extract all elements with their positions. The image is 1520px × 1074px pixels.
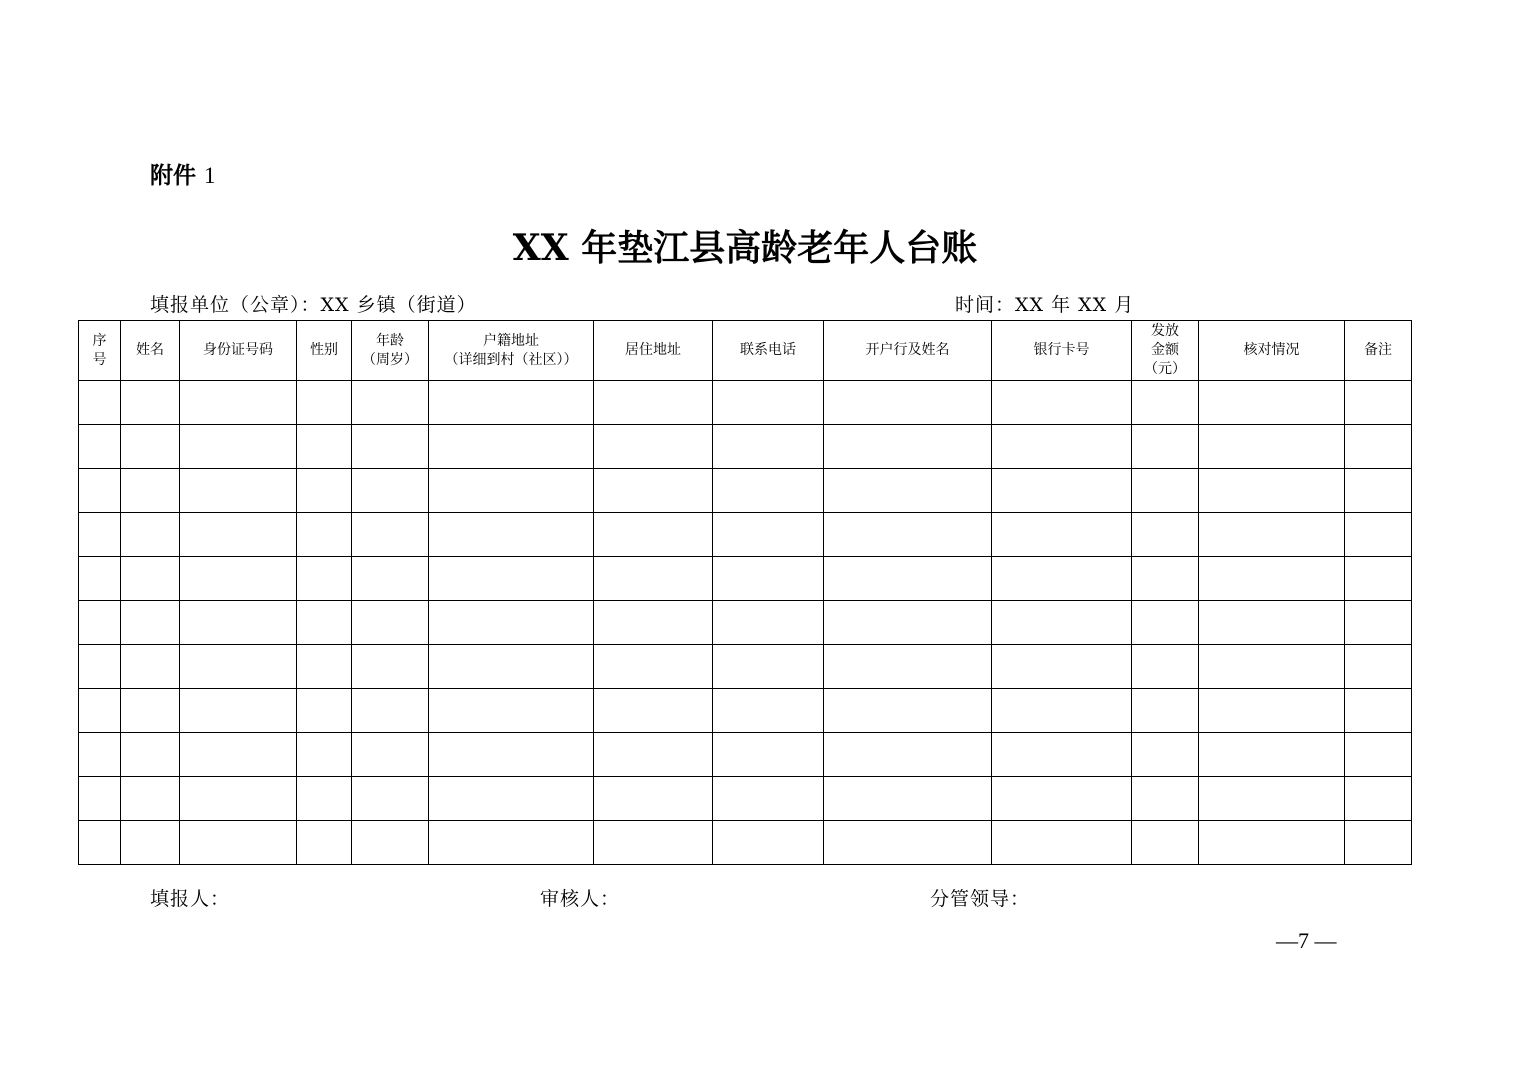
table-cell[interactable] (824, 381, 992, 425)
table-cell[interactable] (429, 425, 594, 469)
table-cell[interactable] (992, 513, 1132, 557)
table-cell[interactable] (121, 425, 180, 469)
table-cell[interactable] (824, 469, 992, 513)
table-cell[interactable] (1345, 777, 1412, 821)
table-cell[interactable] (79, 821, 121, 865)
table-cell[interactable] (992, 601, 1132, 645)
table-row (79, 645, 1412, 689)
table-cell[interactable] (824, 733, 992, 777)
table-cell[interactable] (79, 689, 121, 733)
table-cell[interactable] (429, 381, 594, 425)
table-cell[interactable] (180, 689, 297, 733)
column-header: 银行卡号 (992, 321, 1132, 381)
table-row (79, 513, 1412, 557)
table-cell[interactable] (297, 733, 352, 777)
table-cell[interactable] (429, 557, 594, 601)
table-cell[interactable] (1199, 513, 1345, 557)
table-cell[interactable] (79, 733, 121, 777)
column-header: 性别 (297, 321, 352, 381)
table-cell[interactable] (1199, 689, 1345, 733)
column-header: 姓名 (121, 321, 180, 381)
table-cell[interactable] (121, 381, 180, 425)
table-cell[interactable] (594, 513, 713, 557)
table-cell[interactable] (121, 733, 180, 777)
table-cell[interactable] (79, 469, 121, 513)
table-cell[interactable] (824, 777, 992, 821)
table-cell[interactable] (1199, 777, 1345, 821)
table-cell[interactable] (594, 733, 713, 777)
table-cell[interactable] (121, 821, 180, 865)
table-cell[interactable] (352, 513, 429, 557)
reporting-time: 时间：XX 年 XX 月 (955, 294, 1135, 316)
table-cell[interactable] (297, 381, 352, 425)
table-cell[interactable] (180, 777, 297, 821)
table-cell[interactable] (594, 601, 713, 645)
table-row (79, 821, 1412, 865)
attachment-label (150, 157, 216, 190)
table-cell[interactable] (297, 425, 352, 469)
table-cell[interactable] (297, 513, 352, 557)
column-header: 户籍地址 （详细到村（社区）） (429, 321, 594, 381)
table-cell[interactable] (180, 425, 297, 469)
table-cell[interactable] (121, 601, 180, 645)
table-cell[interactable] (594, 777, 713, 821)
table-cell[interactable] (1345, 689, 1412, 733)
table-cell[interactable] (297, 601, 352, 645)
table-cell[interactable] (594, 557, 713, 601)
table-cell[interactable] (121, 513, 180, 557)
table-row (79, 425, 1412, 469)
table-cell[interactable] (180, 645, 297, 689)
table-cell[interactable] (1199, 381, 1345, 425)
column-header: 发放 金额 （元） (1132, 321, 1199, 381)
elderly-ledger-table (78, 320, 1412, 865)
table-cell[interactable] (429, 821, 594, 865)
table-cell[interactable] (824, 425, 992, 469)
table-cell[interactable] (713, 469, 824, 513)
table-cell[interactable] (1199, 821, 1345, 865)
table-row (79, 469, 1412, 513)
table-cell[interactable] (429, 645, 594, 689)
column-header: 序 号 (79, 321, 121, 381)
table-cell[interactable] (352, 381, 429, 425)
table-cell[interactable] (992, 689, 1132, 733)
table-cell[interactable] (824, 557, 992, 601)
table-cell[interactable] (180, 513, 297, 557)
reviewer-signature: 审核人： (540, 888, 621, 910)
table-cell[interactable] (79, 513, 121, 557)
table-cell[interactable] (824, 689, 992, 733)
table-cell[interactable] (297, 689, 352, 733)
table-cell[interactable] (1345, 821, 1412, 865)
table-cell[interactable] (594, 381, 713, 425)
table-cell[interactable] (352, 557, 429, 601)
table-cell[interactable] (180, 381, 297, 425)
table-cell[interactable] (992, 557, 1132, 601)
table-row (79, 689, 1412, 733)
table-cell[interactable] (1199, 557, 1345, 601)
column-header: 身份证号码 (180, 321, 297, 381)
table-cell[interactable] (992, 777, 1132, 821)
table-cell[interactable] (297, 557, 352, 601)
table-cell[interactable] (429, 513, 594, 557)
table-cell[interactable] (824, 601, 992, 645)
table-cell[interactable] (1132, 821, 1199, 865)
table-cell[interactable] (713, 557, 824, 601)
table-cell[interactable] (1345, 513, 1412, 557)
table-cell[interactable] (79, 425, 121, 469)
table-cell[interactable] (1199, 469, 1345, 513)
table-cell[interactable] (992, 425, 1132, 469)
table-cell[interactable] (713, 425, 824, 469)
table-cell[interactable] (352, 645, 429, 689)
table-row (79, 733, 1412, 777)
table-row (79, 601, 1412, 645)
table-cell[interactable] (352, 469, 429, 513)
table-body (79, 381, 1412, 865)
table-cell[interactable] (121, 689, 180, 733)
column-header: 核对情况 (1199, 321, 1345, 381)
table-cell[interactable] (297, 469, 352, 513)
table-cell[interactable] (121, 469, 180, 513)
table-cell[interactable] (1345, 469, 1412, 513)
table-cell[interactable] (713, 777, 824, 821)
table-cell[interactable] (713, 689, 824, 733)
table-cell[interactable] (992, 381, 1132, 425)
table-cell[interactable] (429, 777, 594, 821)
table-cell[interactable] (1345, 425, 1412, 469)
table-cell[interactable] (1132, 689, 1199, 733)
table-cell[interactable] (594, 425, 713, 469)
table-cell[interactable] (180, 733, 297, 777)
table-cell[interactable] (1132, 425, 1199, 469)
table-cell[interactable] (1199, 601, 1345, 645)
table-cell[interactable] (713, 513, 824, 557)
table-cell[interactable] (1345, 601, 1412, 645)
attachment-word: 附件 (150, 163, 196, 189)
table-cell[interactable] (352, 777, 429, 821)
table-cell[interactable] (1199, 425, 1345, 469)
table-cell[interactable] (352, 689, 429, 733)
attachment-number: 1 (204, 163, 216, 188)
table-cell[interactable] (1132, 469, 1199, 513)
table-cell[interactable] (79, 645, 121, 689)
table-header-row (79, 321, 1412, 381)
table-cell[interactable] (992, 821, 1132, 865)
table-cell[interactable] (594, 469, 713, 513)
table-cell[interactable] (121, 557, 180, 601)
table-cell[interactable] (180, 557, 297, 601)
table-cell[interactable] (429, 733, 594, 777)
table-row (79, 381, 1412, 425)
table-cell[interactable] (1132, 601, 1199, 645)
table-cell[interactable] (79, 777, 121, 821)
table-cell[interactable] (594, 645, 713, 689)
table-cell[interactable] (1132, 381, 1199, 425)
table-cell[interactable] (429, 601, 594, 645)
table-cell[interactable] (992, 469, 1132, 513)
table-cell[interactable] (352, 733, 429, 777)
column-header: 年龄 （周岁） (352, 321, 429, 381)
table-cell[interactable] (121, 777, 180, 821)
table-cell[interactable] (713, 821, 824, 865)
table-cell[interactable] (79, 601, 121, 645)
table-cell[interactable] (121, 645, 180, 689)
table-cell[interactable] (824, 645, 992, 689)
table-cell[interactable] (352, 821, 429, 865)
table-cell[interactable] (180, 821, 297, 865)
reporting-unit: 填报单位（公章）：XX 乡镇（街道） (150, 294, 477, 316)
table-cell[interactable] (297, 821, 352, 865)
table-row (79, 777, 1412, 821)
table-cell[interactable] (1132, 513, 1199, 557)
table-cell[interactable] (429, 689, 594, 733)
table-cell[interactable] (713, 601, 824, 645)
table-cell[interactable] (180, 601, 297, 645)
table-cell[interactable] (180, 469, 297, 513)
column-header: 备注 (1345, 321, 1412, 381)
table-cell[interactable] (594, 821, 713, 865)
table-cell[interactable] (594, 689, 713, 733)
table-cell[interactable] (1345, 557, 1412, 601)
table-cell[interactable] (1345, 381, 1412, 425)
table-cell[interactable] (992, 645, 1132, 689)
column-header: 开户行及姓名 (824, 321, 992, 381)
table-cell[interactable] (824, 821, 992, 865)
table-cell[interactable] (352, 425, 429, 469)
table-cell[interactable] (352, 601, 429, 645)
table-cell[interactable] (713, 645, 824, 689)
table-cell[interactable] (1132, 733, 1199, 777)
table-cell[interactable] (1345, 733, 1412, 777)
table-cell[interactable] (1199, 733, 1345, 777)
table-cell[interactable] (1132, 557, 1199, 601)
page-number: —7 — (1276, 928, 1337, 953)
table-cell[interactable] (713, 381, 824, 425)
table-cell[interactable] (713, 733, 824, 777)
table-cell[interactable] (1345, 645, 1412, 689)
table-cell[interactable] (1132, 645, 1199, 689)
table-cell[interactable] (79, 557, 121, 601)
table-cell[interactable] (79, 381, 121, 425)
table-row (79, 557, 1412, 601)
table-cell[interactable] (824, 513, 992, 557)
table-cell[interactable] (1132, 777, 1199, 821)
column-header: 联系电话 (713, 321, 824, 381)
table-cell[interactable] (297, 777, 352, 821)
column-header: 居住地址 (594, 321, 713, 381)
table-cell[interactable] (1199, 645, 1345, 689)
filler-signature: 填报人： (150, 888, 231, 910)
table-cell[interactable] (297, 645, 352, 689)
table-cell[interactable] (429, 469, 594, 513)
table-cell[interactable] (992, 733, 1132, 777)
document-title: XX 年垫江县高龄老年人台账 (512, 227, 978, 269)
leader-signature: 分管领导： (930, 888, 1031, 910)
